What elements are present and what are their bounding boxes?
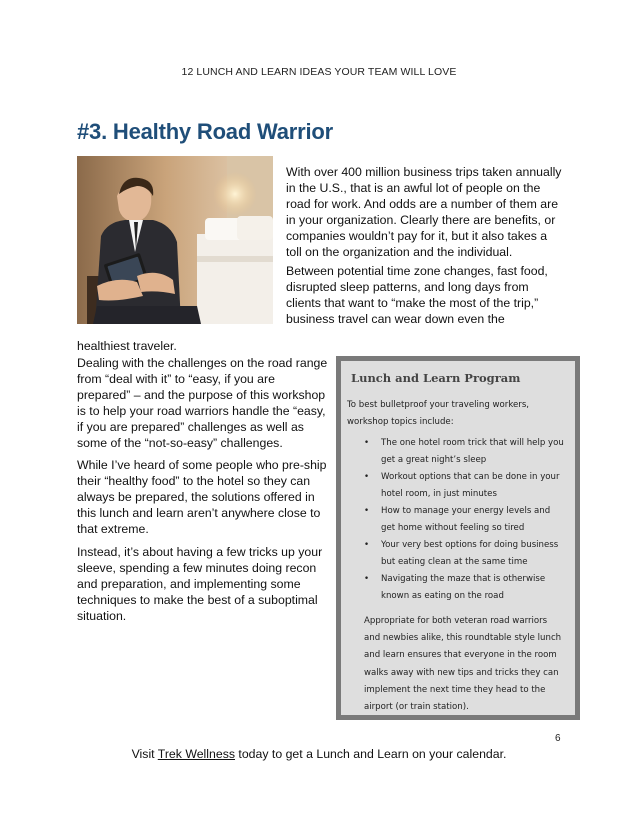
footer-call-to-action (0, 747, 638, 761)
body-paragraph-3: Instead, it’s about having a few tricks up your sleeve, spending a few minutes doing recon and preparation, and implementing some techniques to make the best of a suboptimal situation. (77, 544, 323, 623)
sidebar-outro: Appropriate for both veteran road warriors and newbies alike, this roundtable style lunch and learn ensures that everyone in the room walks away with new tips and tricks they can implement the next time they head to the airport (or train station). (364, 616, 562, 713)
bullet-icon: • (364, 540, 370, 550)
sidebar-panel (341, 361, 575, 715)
bullet-icon: • (364, 472, 370, 482)
list-item: • Your very best options for doing business but eating clean at the same time (347, 537, 565, 571)
bullet-icon: • (364, 574, 370, 584)
trek-wellness-link[interactable]: Trek Wellness (157, 747, 235, 761)
list-item: • Workout options that can be done in your hotel room, in just minutes (347, 469, 565, 503)
lunch-and-learn-sidebar (336, 356, 580, 720)
bullet-icon: • (364, 506, 370, 516)
page-number: 6 (555, 733, 561, 744)
intro-text (286, 165, 566, 328)
intro-paragraph-1: With over 400 million business trips taken annually in the U.S., that is an awful lot of people on the road for work. And odds are a number of them are in your organization. Clearly there are benefits, or companies wouldn’t pay for it, but it also takes a toll on the organization and the individual. (286, 165, 562, 259)
body-paragraph-2: While I’ve heard of some people who pre-ship their “healthy food” to the hotel so they can always be prepared, the solutions offered in this lunch and learn aren’t anywhere close to that extreme. (77, 458, 327, 537)
bullet-icon: • (364, 438, 370, 448)
footer-text-after: today to get a Lunch and Learn on your calendar. (235, 747, 507, 761)
intro-paragraph-2: Between potential time zone changes, fast food, disrupted sleep patterns, and long days from clients that want to “make the most of the trip,” business travel can wear down even the (286, 264, 548, 327)
business-traveler-photo (77, 156, 273, 324)
list-item: • How to manage your energy levels and get home without feeling so tired (347, 503, 565, 537)
section-title: #3. Healthy Road Warrior (77, 119, 334, 144)
list-item: • Navigating the maze that is otherwise known as eating on the road (347, 571, 565, 605)
footer-text-before: Visit (131, 747, 158, 761)
body-text (77, 356, 329, 632)
sidebar-intro: To best bulletproof your traveling workers, workshop topics include: (347, 400, 530, 427)
topic-list (347, 435, 565, 605)
intro-paragraph-2-tail: healthiest traveler. (77, 339, 177, 353)
list-item: • The one hotel room trick that will help you get a great night’s sleep (347, 435, 565, 469)
body-paragraph-1: Dealing with the challenges on the road range from “deal with it” to “easy, if you are prepared” – and the purpose of this workshop is to help your road warriors handle the “easy, if you are prepared” challenges as well as some of the “not-so-easy” challenges. (77, 356, 328, 450)
running-header: 12 LUNCH AND LEARN IDEAS YOUR TEAM WILL LOVE (181, 66, 457, 78)
sidebar-title: Lunch and Learn Program (351, 371, 521, 385)
